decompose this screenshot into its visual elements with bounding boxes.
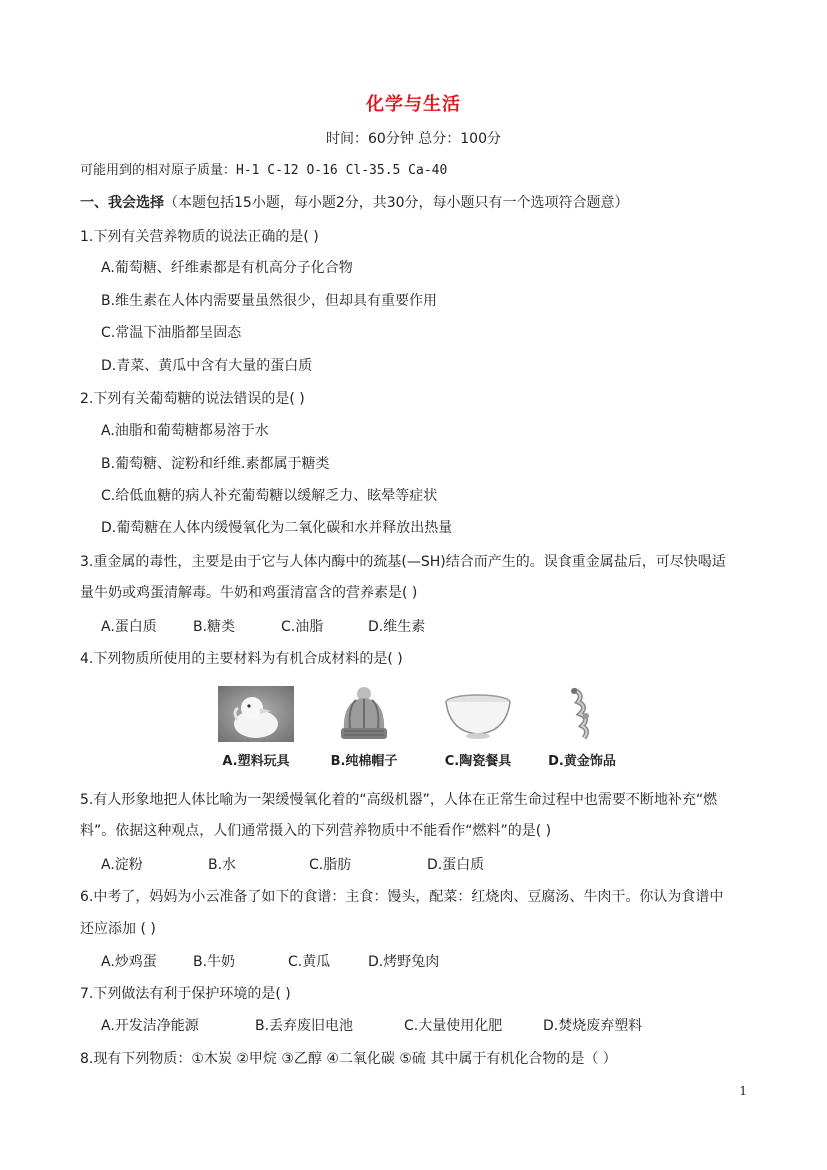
- figure-plastic-toy: [212, 686, 302, 770]
- question-7-option-c: C.大量使用化肥: [404, 1018, 503, 1034]
- question-2-option-c: C.给低血糖的病人补充葡萄糖以缓解乏力、眩晕等症状: [101, 488, 438, 504]
- question-3-stem-line-2: 量牛奶或鸡蛋清解毒。牛奶和鸡蛋清富含的营养素是( ): [80, 585, 418, 601]
- question-2-option-d: D.葡萄糖在人体内缓慢氧化为二氧化碳和水并释放出热量: [101, 520, 453, 536]
- figure-ceramic-bowl: [434, 686, 524, 770]
- question-5-option-a: A.淀粉: [101, 857, 143, 873]
- question-3-option-b: B.糖类: [193, 619, 236, 635]
- figure-caption-b: B.纯棉帽子: [330, 754, 398, 769]
- question-5-option-c: C.脂肪: [309, 857, 352, 873]
- atomic-masses: 可能用到的相对原子质量：H-1 C-12 O-16 Cl-35.5 Ca-40: [80, 163, 448, 178]
- jewelry-image: [544, 686, 620, 742]
- figure-caption-d: D.黄金饰品: [548, 754, 616, 769]
- question-6-option-a: A.炒鸡蛋: [101, 954, 157, 970]
- question-1-option-b: B.维生素在人体内需要量虽然很少，但却具有重要作用: [101, 293, 438, 309]
- question-7-stem: 7.下列做法有利于保护环境的是( ): [80, 986, 291, 1002]
- question-6-option-d: D.烤野兔肉: [368, 954, 440, 970]
- question-5-stem-line-2: 料”。依据这种观点，人们通常摄入的下列营养物质中不能看作“燃料”的是( ): [80, 823, 552, 839]
- question-3-stem-line-1: 3.重金属的毒性，主要是由于它与人体内酶中的巯基(—SH)结合而产生的。误食重金属盐后，可尽快喝适: [80, 554, 726, 570]
- question-4-figures: [212, 686, 632, 770]
- question-6-option-c: C.黄瓜: [288, 954, 331, 970]
- question-5-stem-line-1: 5.有人形象地把人体比喻为一架缓慢氧化着的“高级机器”，人体在正常生命过程中也需要不断地补充“燃: [80, 792, 718, 808]
- question-1-option-c: C.常温下油脂都呈固态: [101, 325, 242, 341]
- question-2-option-a: A.油脂和葡萄糖都易溶于水: [101, 423, 269, 439]
- bowl-image: [440, 686, 516, 742]
- question-1-option-d: D.青菜、黄瓜中含有大量的蛋白质: [101, 358, 313, 374]
- question-7-option-a: A.开发洁净能源: [101, 1018, 199, 1034]
- question-1-stem: 1.下列有关营养物质的说法正确的是( ): [80, 229, 319, 245]
- section-heading-instructions: （本题包括15小题，每小题2分，共30分，每小题只有一个选项符合题意）: [164, 195, 629, 211]
- question-5-option-d: D.蛋白质: [427, 857, 485, 873]
- figure-caption-a: A.塑料玩具: [222, 754, 290, 769]
- question-6-option-b: B.牛奶: [193, 954, 236, 970]
- question-4-stem: 4.下列物质所使用的主要材料为有机合成材料的是( ): [80, 651, 403, 667]
- question-6-stem-line-2: 还应添加 ( ): [80, 921, 156, 937]
- figure-cotton-hat: [320, 686, 410, 770]
- question-2-option-b: B.葡萄糖、淀粉和纤维.素都属于糖类: [101, 456, 330, 472]
- question-8-stem: 8.现有下列物质：①木炭 ②甲烷 ③乙醇 ④二氧化碳 ⑤硫 其中属于有机化合物的是（ ）: [80, 1051, 617, 1067]
- question-3-option-c: C.油脂: [281, 619, 324, 635]
- question-3-option-d: D.维生素: [368, 619, 426, 635]
- figure-caption-c: C.陶瓷餐具: [444, 754, 512, 769]
- section-heading: [80, 193, 629, 213]
- figure-gold-jewelry: [538, 686, 628, 770]
- knit-hat-image: [326, 686, 402, 742]
- section-heading-title: 一、我会选择: [80, 195, 164, 211]
- question-5-option-b: B.水: [208, 857, 237, 873]
- question-2-stem: 2.下列有关葡萄糖的说法错误的是( ): [80, 391, 305, 407]
- exam-meta: 时间：60分钟 总分：100分: [326, 131, 501, 147]
- question-7-option-d: D.焚烧废弃塑料: [543, 1018, 643, 1034]
- document-title: 化学与生活: [366, 94, 461, 115]
- question-1-option-a: A.葡萄糖、纤维素都是有机高分子化合物: [101, 260, 353, 276]
- rubber-duck-image: [218, 686, 294, 742]
- question-3-option-a: A.蛋白质: [101, 619, 157, 635]
- page-number: 1: [739, 1084, 747, 1098]
- question-6-stem-line-1: 6.中考了，妈妈为小云准备了如下的食谱：主食：馒头，配菜：红烧肉、豆腐汤、牛肉干。你认为食谱中: [80, 889, 724, 905]
- question-7-option-b: B.丢弃废旧电池: [255, 1018, 354, 1034]
